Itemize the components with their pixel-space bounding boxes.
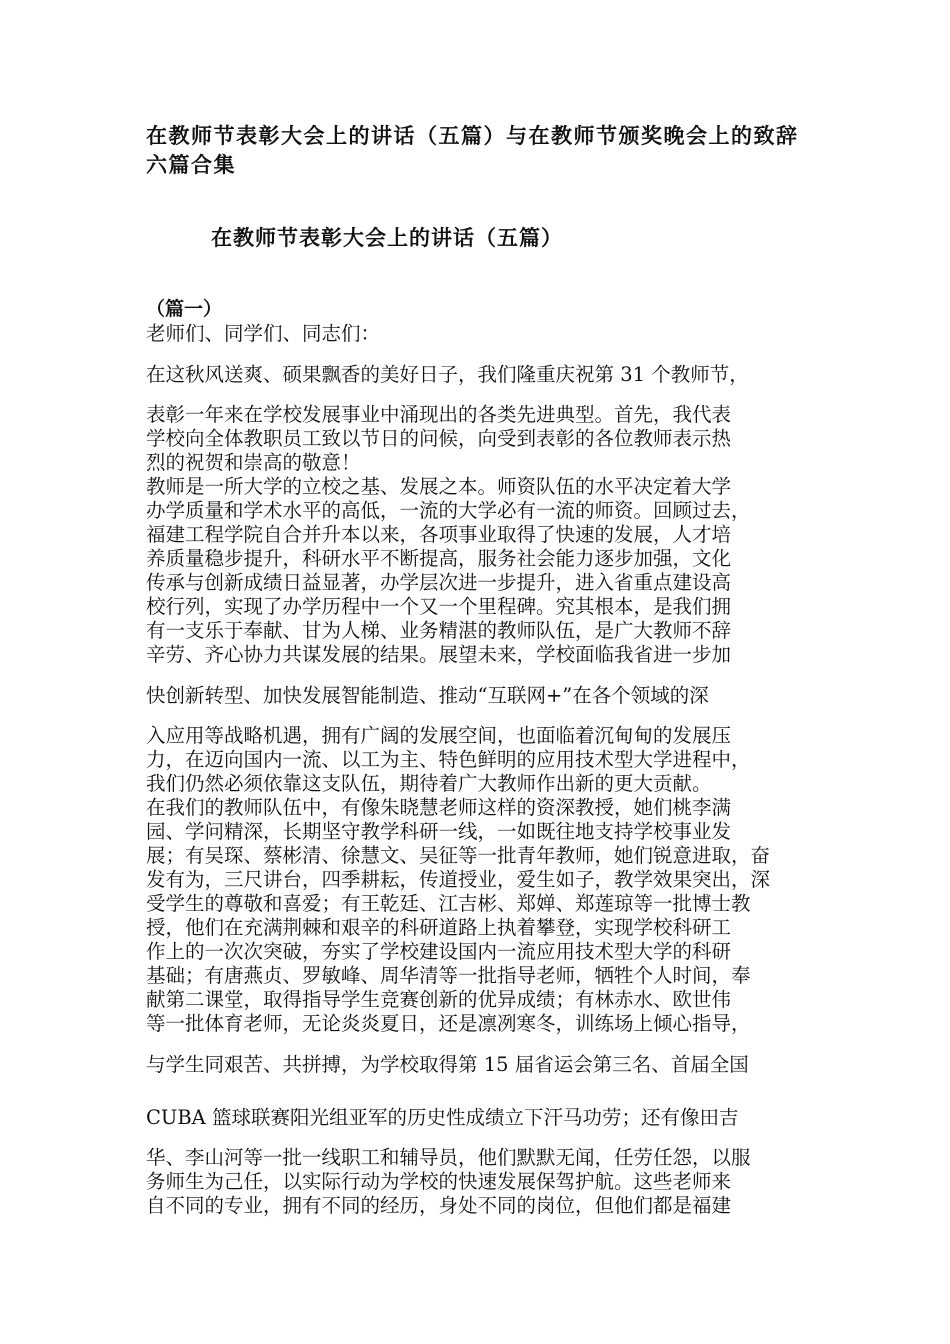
- body-line: 基础；有唐燕贞、罗敏峰、周华清等一批指导老师，牺牲个人时间，奉: [146, 964, 751, 987]
- body-line: 烈的祝贺和崇高的敬意！: [146, 451, 361, 474]
- body-line: 务师生为己任，以实际行动为学校的快速发展保驾护航。这些老师来: [146, 1170, 732, 1193]
- body-line: 传承与创新成绩日益显著，办学层次进一步提升，进入省重点建设高: [146, 571, 732, 594]
- body-line: 发有为，三尺讲台，四季耕耘，传道授业，爱生如子，教学效果突出，深: [146, 868, 771, 891]
- body-line: 辛劳、齐心协力共谋发展的结果。展望未来，学校面临我省进一步加: [146, 643, 732, 666]
- body-line: 等一批体育老师，无论炎炎夏日，还是凛冽寒冬，训练场上倾心指导，: [146, 1012, 751, 1035]
- body-line: 展；有吴琛、蔡彬清、徐慧文、吴征等一批青年教师，她们锐意进取，奋: [146, 844, 771, 867]
- body-line: 福建工程学院自合并升本以来，各项事业取得了快速的发展，人才培: [146, 523, 732, 546]
- body-line: 办学质量和学术水平的高低，一流的大学必有一流的师资。回顾过去，: [146, 499, 751, 522]
- body-line: 授，他们在充满荆棘和艰辛的科研道路上执着攀登，实现学校科研工: [146, 916, 732, 939]
- body-line: 有一支乐于奉献、甘为人梯、业务精湛的教师队伍，是广大教师不辞: [146, 619, 732, 642]
- body-line: CUBA 篮球联赛阳光组亚军的历史性成绩立下汗马功劳；还有像田吉: [146, 1106, 739, 1129]
- document-title: 在教师节表彰大会上的讲话（五篇）与在教师节颁奖晚会上的致辞六篇合集: [146, 124, 799, 177]
- body-line: 献第二课堂，取得指导学生竞赛创新的优异成绩；有林赤水、欧世伟: [146, 988, 732, 1011]
- body-line: 学校向全体教职员工致以节日的问候，向受到表彰的各位教师表示热: [146, 427, 732, 450]
- body-line: 养质量稳步提升，科研水平不断提高，服务社会能力逐步加强，文化: [146, 547, 732, 570]
- body-line: 在我们的教师队伍中，有像朱晓慧老师这样的资深教授，她们桃李满: [146, 796, 732, 819]
- body-line: 快创新转型、加快发展智能制造、推动“互联网+”在各个领域的深: [146, 684, 709, 707]
- body-line: 我们仍然必须依靠这支队伍，期待着广大教师作出新的更大贡献。: [146, 772, 712, 795]
- body-line: 教师是一所大学的立校之基、发展之本。师资队伍的水平决定着大学: [146, 475, 732, 498]
- body-line: 力，在迈向国内一流、以工为主、特色鲜明的应用技术型大学进程中，: [146, 748, 751, 771]
- section-title: 在教师节表彰大会上的讲话（五篇）: [211, 226, 563, 250]
- body-line: 受学生的尊敬和喜爱；有王乾廷、江吉彬、郑婵、郑莲琼等一批博士教: [146, 892, 751, 915]
- body-line: 作上的一次次突破，夯实了学校建设国内一流应用技术型大学的科研: [146, 940, 732, 963]
- body-line: 与学生同艰苦、共拼搏，为学校取得第 15 届省运会第三名、首届全国: [146, 1053, 749, 1076]
- body-line: 表彰一年来在学校发展事业中涌现出的各类先进典型。首先，我代表: [146, 403, 732, 426]
- body-line: 校行列，实现了办学历程中一个又一个里程碑。究其根本，是我们拥: [146, 595, 732, 618]
- body-line: 自不同的专业，拥有不同的经历，身处不同的岗位，但他们都是福建: [146, 1194, 732, 1217]
- body-line: 在这秋风送爽、硕果飘香的美好日子，我们隆重庆祝第 31 个教师节，: [146, 363, 749, 386]
- body-line: 入应用等战略机遇，拥有广阔的发展空间，也面临着沉甸甸的发展压: [146, 724, 732, 747]
- part-label: （篇一）: [146, 298, 223, 320]
- body-line: 园、学问精深，长期坚守教学科研一线，一如既往地支持学校事业发: [146, 820, 732, 843]
- body-line: 老师们、同学们、同志们：: [146, 322, 381, 345]
- body-line: 华、李山河等一批一线职工和辅导员，他们默默无闻，任劳任怨，以服: [146, 1146, 751, 1169]
